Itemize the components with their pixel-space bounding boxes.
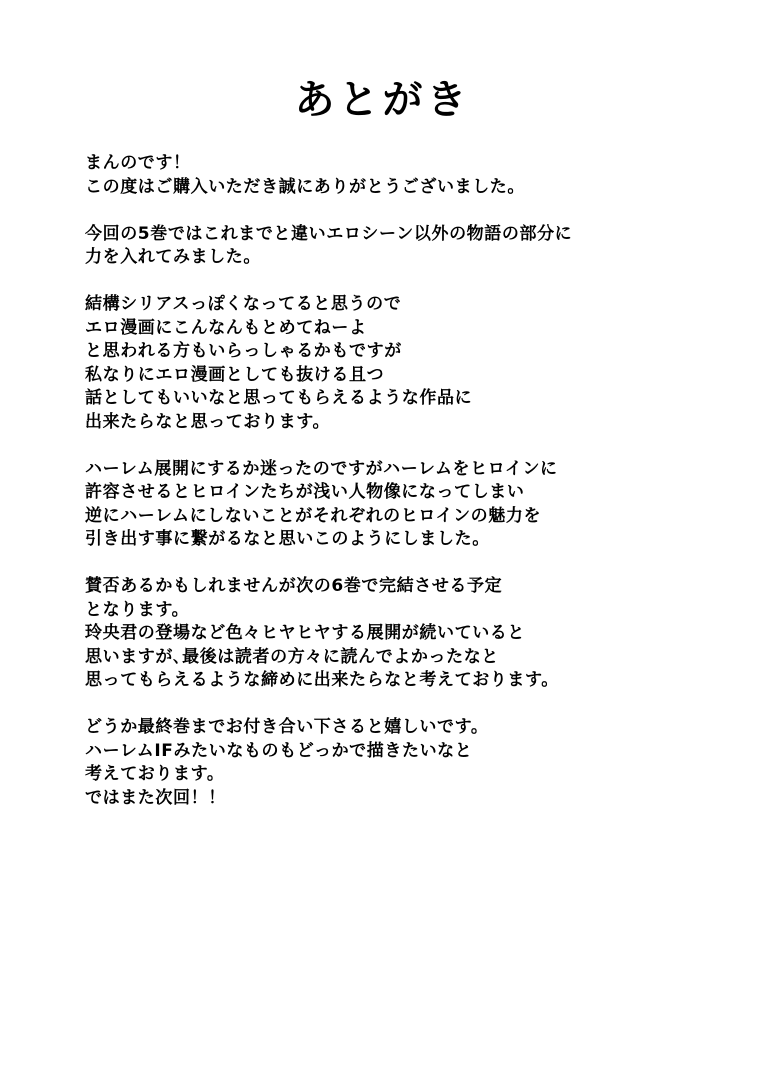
text-line: 賛否あるかもしれませんが次の6巻で完結させる予定: [85, 576, 503, 596]
page-title: あとがき: [294, 77, 471, 123]
paragraph-volume-6: [85, 575, 725, 693]
text-line: 今回の5巻ではこれまでと違いエロシーン以外の物語の部分に: [85, 223, 573, 244]
paragraph-serious-tone: [85, 293, 725, 434]
text-line: 玲央君の登場など色々ヒヤヒヤする展開が続いていると: [85, 623, 525, 643]
text-line: この度はご購入いただき誠にありがとうございました。: [85, 176, 525, 197]
text-line: 考えております。: [85, 764, 225, 784]
text-line: 結構シリアスっぽくなってると思うので: [85, 294, 402, 314]
text-line: ハーレムIFみたいなものもどっかで描きたいなと: [85, 740, 473, 761]
text-line: どうか最終巻までお付き合い下さると嬉しいです。: [85, 717, 489, 737]
text-line: ハーレム展開にするか迷ったのですがハーレムをヒロインに: [85, 458, 558, 479]
paragraph-greeting: [85, 152, 725, 199]
text-line: 話としてもいいなと思ってもらえるような作品に: [85, 388, 473, 408]
text-line: 思ってもらえるような締めに出来たらなと考えております。: [85, 670, 559, 690]
paragraph-harem: [85, 458, 725, 552]
text-line: 力を入れてみました。: [85, 247, 261, 267]
text-line: ではまた次回！！: [85, 787, 226, 808]
paragraph-volume-5: [85, 223, 725, 270]
afterword-body: [85, 152, 725, 834]
text-line: と思われる方もいらっしゃるかもですが: [85, 341, 402, 361]
text-line: 私なりにエロ漫画としても抜ける且つ: [85, 364, 385, 385]
text-line: 引き出す事に繋がるなと思いこのようにしました。: [85, 529, 490, 549]
text-line: 許容させるとヒロインたちが浅い人物像になってしまい: [85, 482, 525, 502]
text-line: 思いますが､最後は読者の方々に読んでよかったなと: [85, 646, 499, 667]
paragraph-closing: [85, 716, 725, 810]
text-line: まんのです！: [85, 153, 191, 173]
text-line: 逆にハーレムにしないことがそれぞれのヒロインの魅力を: [85, 505, 542, 526]
text-line: エロ漫画にこんなんもとめてねーよ: [85, 317, 367, 338]
text-line: となります。: [85, 599, 190, 620]
text-line: 出来たらなと思っております。: [85, 411, 331, 432]
